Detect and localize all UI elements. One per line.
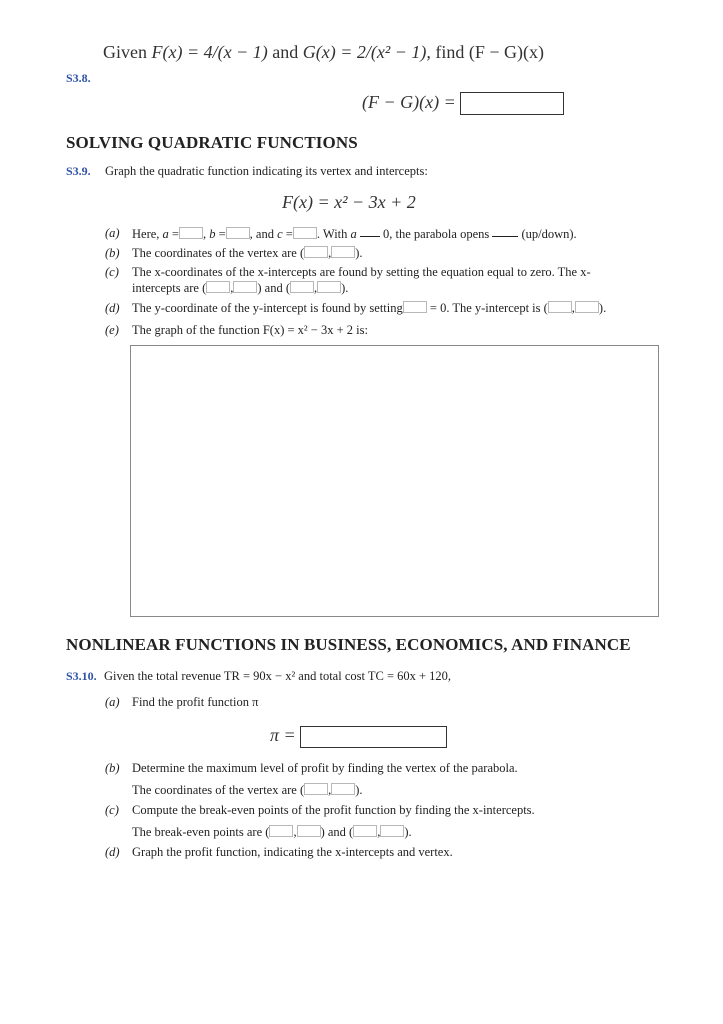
c-line2-text: intercepts are ( (132, 281, 207, 295)
a-var-a: a (162, 227, 169, 241)
yint-x-input[interactable] (548, 301, 572, 313)
b-mark: (b) (105, 246, 120, 260)
s39-c-line2: intercepts are ( , ) and ( , ). (132, 281, 349, 295)
s39-e-mark (105, 323, 119, 338)
xint1-y-input[interactable] (233, 281, 257, 293)
s310-b-mark-text: (b) (105, 761, 120, 775)
s39-c-line1: The x-coordinates of the x-intercepts are found by setting the equation equal to zero. The x- (132, 265, 591, 279)
a-zero: 0, the parabola opens (383, 227, 490, 241)
s310-b-sub: The coordinates of the vertex are ( , ). (132, 783, 363, 797)
updown-blank[interactable] (492, 226, 518, 237)
yint-y-input[interactable] (575, 301, 599, 313)
s38-given-line (103, 42, 544, 63)
profit-vertex-y-input[interactable] (331, 783, 355, 795)
a-updown: (up/down). (521, 227, 577, 241)
a-and: and (255, 227, 274, 241)
d-mark: (d) (105, 301, 120, 315)
e-mark: (e) (105, 323, 119, 337)
s310-d-text: Graph the profit function, indicating the x-intercepts and vertex. (132, 845, 453, 859)
s39-graph-area[interactable] (130, 345, 659, 617)
s38-label: S3.8. (66, 71, 91, 85)
s39-a-line: Here, a = , b = , and c = . With a 0, the parabola opens (up/down). (132, 227, 577, 241)
s310-c-sub: The break-even points are ( , ) and ( , ). (132, 825, 412, 839)
s310-prompt: Given the total revenue TR = 90x − x² and total cost TC = 60x + 120, (104, 669, 452, 683)
be1-x-input[interactable] (269, 825, 293, 837)
xint2-x-input[interactable] (290, 281, 314, 293)
s310-c-sub-text: The break-even points are ( (132, 825, 270, 839)
s38-answer-row (362, 92, 564, 115)
xint2-y-input[interactable] (317, 281, 341, 293)
d-text1: The y-coordinate of the y-intercept is found by setting (132, 301, 403, 315)
s39-d-mark (105, 301, 120, 316)
s39-c-mark (105, 265, 119, 280)
s39-label: S3.9. (66, 164, 91, 178)
s310-b-mark (105, 761, 120, 776)
be1-y-input[interactable] (297, 825, 321, 837)
profit-vertex-x-input[interactable] (304, 783, 328, 795)
a-input[interactable] (179, 227, 203, 239)
vertex-y-input[interactable] (331, 246, 355, 258)
s310-label: S3.10. (66, 669, 97, 683)
s310-c-mark (105, 803, 119, 818)
s310-c-text: Compute the break-even points of the profit function by finding the x-intercepts. (132, 803, 535, 817)
s39-equation: F(x) = x² − 3x + 2 (282, 192, 416, 212)
s310-d-mark-text: (d) (105, 845, 120, 859)
setting-input[interactable] (403, 301, 427, 313)
given-prefix: Given (103, 42, 147, 62)
a-var-a2: a (350, 227, 357, 241)
a-mark: (a) (105, 226, 120, 240)
be2-y-input[interactable] (380, 825, 404, 837)
s310-a-mark-text: (a) (105, 695, 120, 709)
d-text2: = 0. The y-intercept is ( (429, 301, 548, 315)
section-title-nonlinear: NONLINEAR FUNCTIONS IN BUSINESS, ECONOMICS, AND FINANCE (66, 635, 631, 654)
s38-answer-lhs: (F − G)(x) = (362, 92, 456, 112)
given-and: and (272, 42, 299, 62)
s310-c-mark-text: (c) (105, 803, 119, 817)
a-with: With (322, 227, 348, 241)
given-find: find (F − G)(x) (435, 42, 545, 62)
vertex-x-input[interactable] (304, 246, 328, 258)
s39-e-text: The graph of the function F(x) = x² − 3x + 2 is: (132, 323, 368, 337)
xint1-x-input[interactable] (206, 281, 230, 293)
c-input[interactable] (293, 227, 317, 239)
given-f: F(x) = 4/(x − 1) (151, 42, 268, 62)
s39-d-line: The y-coordinate of the y-intercept is found by setting = 0. The y-intercept is ( , ). (132, 301, 607, 315)
b-text: The coordinates of the vertex are ( (132, 246, 305, 260)
a-var-c: c (277, 227, 283, 241)
b-input[interactable] (226, 227, 250, 239)
pi-answer-box[interactable] (300, 726, 447, 748)
s310-a-text: Find the profit function π (132, 695, 259, 709)
given-g: G(x) = 2/(x² − 1), (302, 42, 431, 62)
s310-d-mark (105, 845, 120, 860)
s310-b-sub-text: The coordinates of the vertex are ( (132, 783, 305, 797)
be2-x-input[interactable] (353, 825, 377, 837)
s310-a-mark (105, 695, 120, 710)
s39-prompt: Graph the quadratic function indicating its vertex and intercepts: (105, 164, 428, 178)
s39-b-line: The coordinates of the vertex are ( , ). (132, 246, 363, 260)
s39-a-mark (105, 226, 120, 241)
a-var-b: b (209, 227, 216, 241)
s310-b-text: Determine the maximum level of profit by finding the vertex of the parabola. (132, 761, 518, 775)
section-title-quadratic: SOLVING QUADRATIC FUNCTIONS (66, 133, 358, 152)
a-here: Here, (132, 227, 160, 241)
pi-lhs: π = (270, 725, 296, 745)
s310-pi-row (270, 725, 447, 748)
comparison-blank[interactable] (360, 226, 380, 237)
s38-answer-box[interactable] (460, 92, 564, 115)
c-mark: (c) (105, 265, 119, 279)
s39-b-mark (105, 246, 120, 261)
